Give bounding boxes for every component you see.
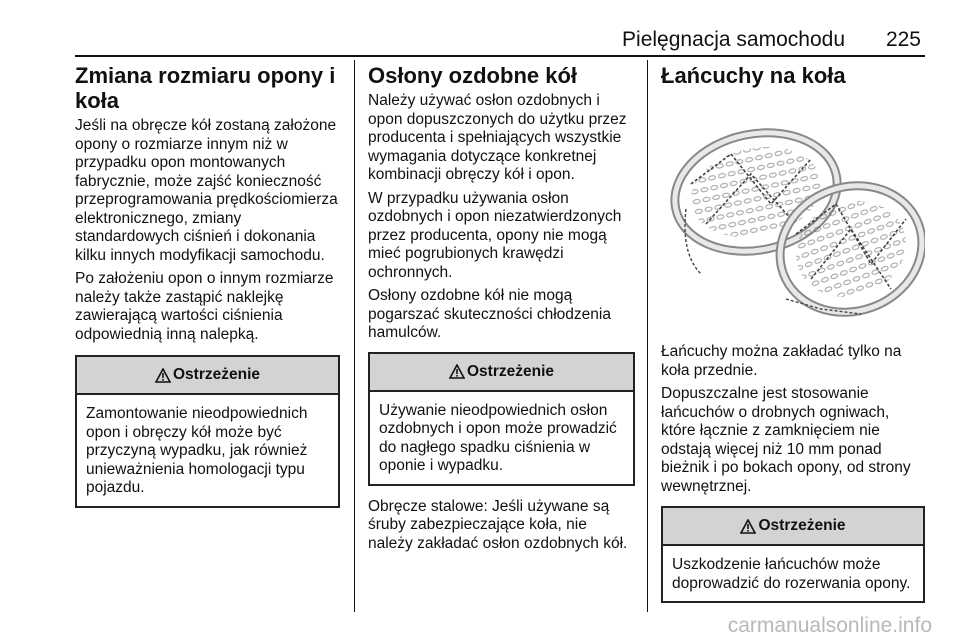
warning-title: Ostrzeżenie	[466, 362, 554, 380]
warning-box	[661, 506, 925, 603]
warning-header	[77, 357, 338, 395]
column-divider	[647, 60, 648, 612]
warning-box	[368, 352, 635, 486]
header-rule	[75, 55, 925, 57]
warning-header	[663, 508, 923, 546]
paragraph: Jeśli na obręcze kół zostaną założone opony o rozmiarze innym niż w przypadku opon montowanych fabrycznie, może zajść konieczność przeprogramowania prędkościomierza elektronicznego, zmiany standardowych ciśnień i dokonania kilku innych modyfikacji samochodu.	[75, 117, 338, 264]
paragraph: Należy używać osłon ozdobnych i opon dopuszczonych do użytku przez producenta i spełniających wszystkie wymagania dotyczące konkretnej kombinacji obręczy kół i opon.	[368, 92, 627, 183]
column-divider	[354, 60, 355, 612]
warning-triangle-icon	[449, 364, 465, 379]
warning-text: Uszkodzenie łańcuchów może doprowadzić do rozerwania opony.	[672, 556, 911, 592]
section-heading: Zmiana rozmiaru opony i koła	[75, 63, 336, 113]
page-number: 225	[885, 28, 921, 51]
warning-text: Używanie nieodpowiednich osłon ozdobnych i opon może prowadzić do nagłego spadku ciśnienia w oponie i wypadku.	[379, 401, 617, 474]
warning-header	[370, 354, 633, 392]
page-header	[75, 28, 925, 52]
watermark: carmanualsonline.info	[727, 614, 932, 637]
paragraph: Po założeniu opon o innym rozmiarze należy także zastąpić naklejkę zawierającą wartości ciśnienia odpowiednią inną nalepką.	[75, 270, 334, 343]
section-snow-chains	[661, 63, 925, 603]
warning-triangle-icon	[155, 368, 171, 383]
paragraph: Obręcze stalowe: Jeśli używane są śruby zabezpieczające koła, nie należy zakładać osłon ozdobnych kół.	[368, 497, 628, 552]
paragraph: Osłony ozdobne kół nie mogą pogarszać skuteczności chłodzenia hamulców.	[368, 287, 611, 341]
header-title: Pielęgnacja samochodu	[622, 28, 845, 51]
paragraph: W przypadku używania osłon ozdobnych i opon niezatwierdzonych przez producenta, opony nie mogą mieć pogrubionych krawędzi ochronnych.	[368, 189, 622, 281]
section-tire-size	[75, 63, 340, 508]
section-heading: Łańcuchy na koła	[661, 63, 846, 88]
warning-triangle-icon	[740, 519, 756, 534]
warning-box	[75, 355, 340, 508]
section-heading: Osłony ozdobne kół	[368, 63, 578, 88]
warning-title: Ostrzeżenie	[172, 366, 260, 383]
snow-chains-illustration	[661, 114, 925, 324]
paragraph: Łańcuchy można zakładać tylko na koła przednie.	[661, 343, 902, 379]
paragraph: Dopuszczalne jest stosowanie łańcuchów o drobnych ogniwach, które łącznie z zamknięciem nie odstają więcej niż 10 mm ponad bieżnik i po bokach opony, od strony wewnętrznej.	[661, 385, 911, 495]
warning-title: Ostrzeżenie	[758, 517, 846, 534]
warning-text: Zamontowanie nieodpowiednich opon i obręczy kół może być przyczyną wypadku, jak również unieważnienia homologacji typu pojazdu.	[86, 405, 308, 496]
section-wheel-covers	[368, 63, 635, 558]
